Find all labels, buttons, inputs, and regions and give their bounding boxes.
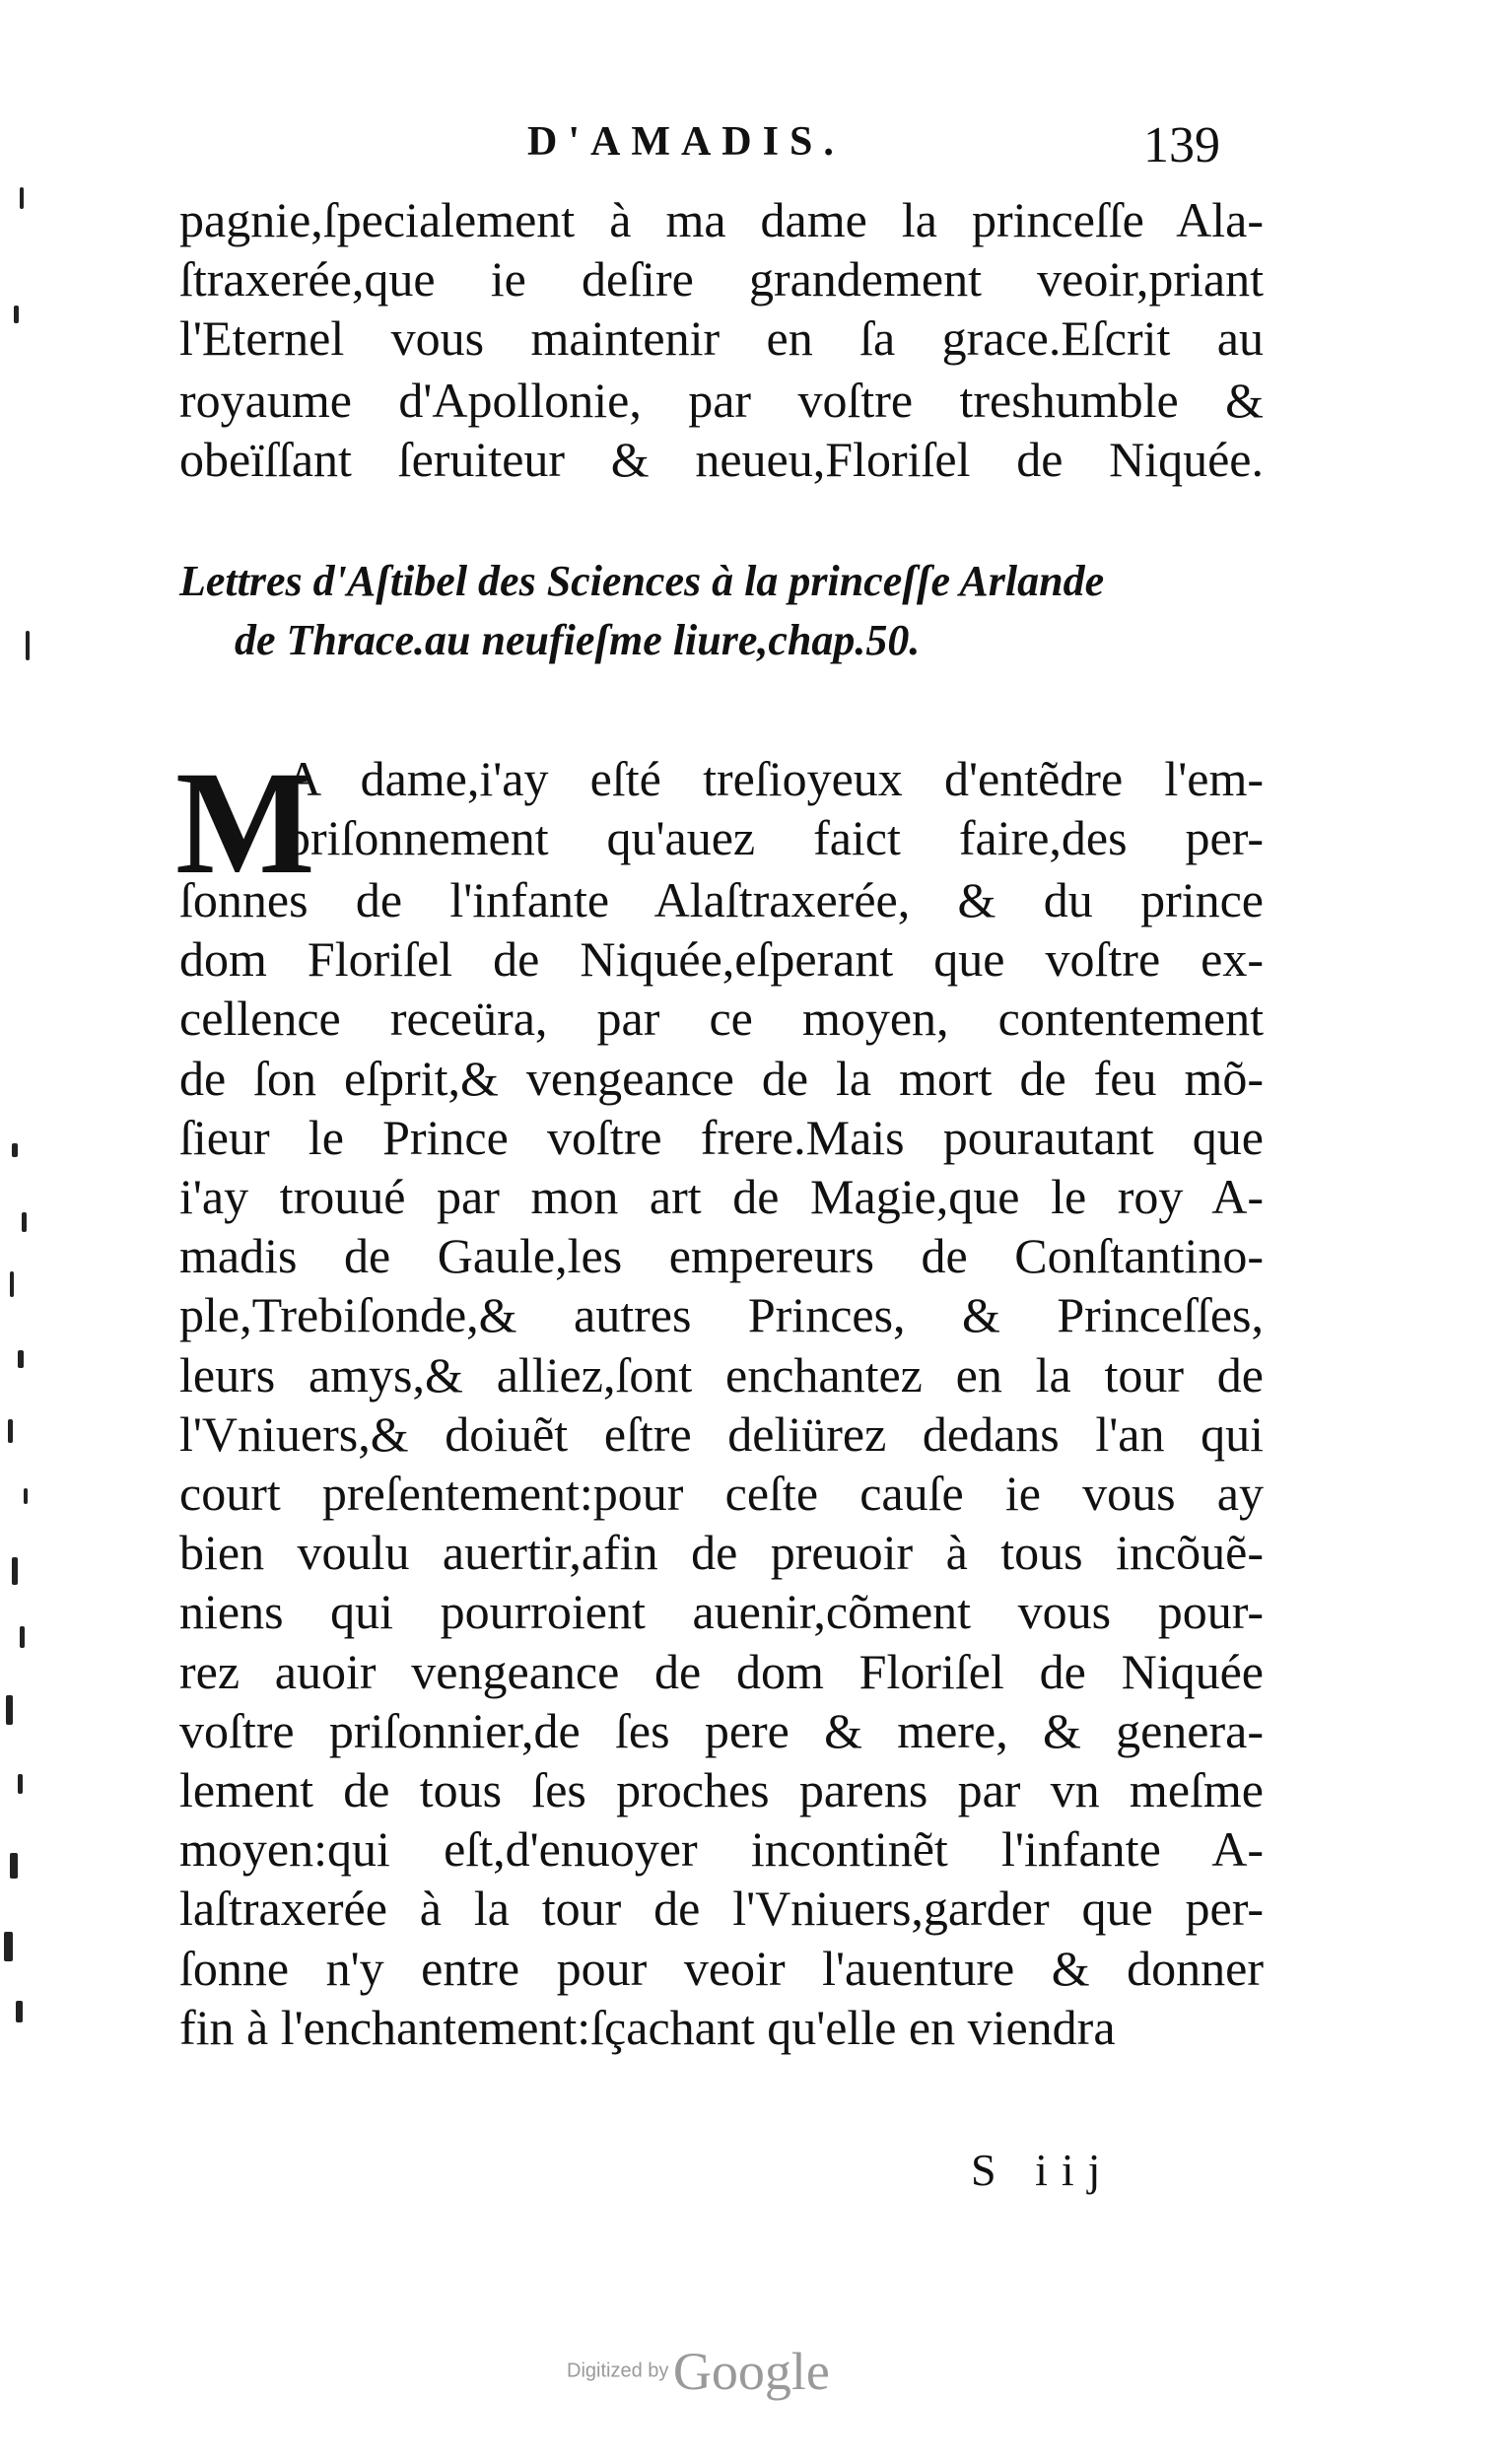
running-head: D'AMADIS. (527, 119, 845, 165)
text-line: laſtraxerée à la tour de l'Vniuers,garder que per- (179, 1881, 1264, 1936)
text-line: madis de Gaule,les empereurs de Conſtantino- (179, 1228, 1264, 1283)
text-line: court preſentement:pour ceſte cauſe ie vous ay (179, 1466, 1264, 1521)
text-line: priſonnement qu'auez faict faire,des per- (286, 810, 1264, 865)
text-line: ſonnes de l'infante Alaſtraxerée, & du prince (179, 872, 1264, 927)
bleed-mark (20, 187, 24, 209)
page-number: 139 (1143, 117, 1220, 173)
text-line: l'Vniuers,& doiuẽt eſtre deliürez dedans l'an qui (179, 1406, 1264, 1462)
heading-line: Lettres d'Aſtibel des Sciences à la princeſſe Arlande (179, 557, 1105, 605)
text-line: rez auoir vengeance de dom Floriſel de Niquée (179, 1644, 1264, 1699)
text-line: de ſon eſprit,& vengeance de la mort de feu mõ- (179, 1051, 1264, 1106)
text-line: bien voulu auertir,afin de preuoir à tous incõuẽ- (179, 1525, 1264, 1580)
text-line: cellence receüra, par ce moyen, contentement (179, 991, 1264, 1046)
text-line: ſtraxerée,que ie deſire grandement veoir,priant (179, 251, 1264, 307)
text-line: i'ay trouué par mon art de Magie,que le roy A- (179, 1169, 1264, 1224)
text-line: lement de tous ſes proches parens par vn meſme (179, 1762, 1264, 1817)
digitized-watermark (567, 2341, 830, 2402)
drop-capital: M (175, 741, 315, 905)
bleed-mark (4, 1932, 13, 1961)
bleed-mark (20, 1626, 25, 1648)
watermark-prefix: Digitized by (567, 2360, 669, 2382)
text-line: pagnie,ſpecialement à ma dame la princeſſe Ala- (179, 192, 1264, 247)
bleed-mark (18, 1350, 24, 1368)
bleed-mark (8, 1419, 13, 1443)
bleed-mark (22, 1212, 27, 1232)
bleed-mark (18, 1774, 23, 1794)
bleed-mark (12, 1143, 18, 1157)
bleed-mark (26, 631, 30, 660)
bleed-mark (10, 1853, 18, 1879)
bleed-mark (12, 1557, 18, 1585)
text-line: moyen:qui eſt,d'enuoyer incontinẽt l'infante A- (179, 1821, 1264, 1877)
google-logo: Google (672, 2342, 830, 2401)
heading-line: de Thrace.au neufieſme liure,chap.50. (235, 616, 921, 664)
bleed-mark (14, 306, 19, 323)
bleed-mark (16, 2001, 23, 2022)
text-line: ſieur le Prince voſtre frere.Mais pourautant que (179, 1110, 1264, 1165)
signature-mark: S iij (971, 2145, 1115, 2195)
text-line: niens qui pourroient auenir,cõment vous pour- (179, 1584, 1264, 1639)
text-line: l'Eternel vous maintenir en ſa grace.Eſcrit au (179, 310, 1264, 366)
text-line: ple,Trebiſonde,& autres Princes, & Princeſſes, (179, 1287, 1264, 1342)
bleed-mark (10, 1271, 14, 1297)
text-line: leurs amys,& alliez,ſont enchantez en la tour de (179, 1347, 1264, 1403)
text-line: A dame,i'ay eſté treſioyeux d'entẽdre l'em- (286, 751, 1264, 806)
text-line: voſtre priſonnier,de ſes pere & mere, & genera- (179, 1703, 1264, 1758)
text-line: ſonne n'y entre pour veoir l'auenture & donner (179, 1941, 1264, 1996)
text-line: royaume d'Apollonie, par voſtre treshumble & (179, 373, 1264, 428)
page-edge-bleed (0, 177, 47, 2050)
text-line: dom Floriſel de Niquée,eſperant que voſtre ex- (179, 931, 1264, 987)
bleed-mark (24, 1488, 28, 1504)
text-line: obeïſſant ſeruiteur & neueu,Floriſel de Niquée. (179, 432, 1264, 487)
text-line: fin à l'enchantement:ſçachant qu'elle en viendra (179, 2000, 1116, 2055)
bleed-mark (6, 1695, 13, 1725)
